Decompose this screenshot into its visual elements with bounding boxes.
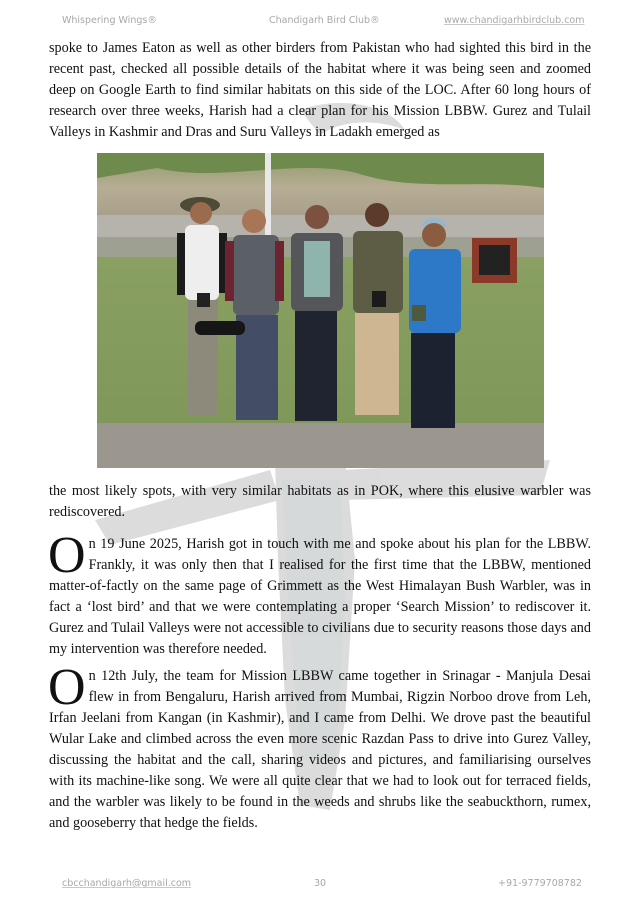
footer-phone: +91-9779708782 — [498, 878, 582, 889]
team-photo — [97, 153, 544, 468]
footer-email-link[interactable]: cbcchandigarh@gmail.com — [62, 878, 192, 889]
page-footer — [0, 878, 640, 892]
paragraph-3-text: n 12th July, the team for Mission LBBW came together in Srinagar - Manjula Desai flew in from Bengaluru, Harish arrived from Mumbai, Rigzin Norboo drove from Leh, Irfan Jeelani from Kangan (in Kashmir), and I came from Delhi. We drove past the beautiful Wular Lake and climbed across the even more scenic Razdan Pass to drive into Gurez Valley, discussing the habitat and the call, sharing videos and pictures, and familiarising ourselves with its machine-like song. We were all quite clear that we had to look out for terraced fields, and the warbler was likely to be found in the weeds and shrubs like the seabuckthorn, rumex, and gooseberry that hedge the fields. — [49, 668, 591, 831]
page-header — [0, 15, 640, 29]
header-website-link[interactable]: www.chandigarhbirdclub.com — [444, 15, 585, 26]
paragraph-2-text: n 19 June 2025, Harish got in touch with me and spoke about his plan for the LBBW. Frankly, it was only then that I realised for the first time that the LBBW, mentioned matter-of-factly on the same page of Grimmett as the West Himalayan Bush Warbler, was in fact a ‘lost bird’ and that we were contemplating a proper ‘Search Mission’ to rediscover it. Gurez and Tulail Valleys were not accessible to civilians due to security reasons those days and my intervention was therefore needed. — [49, 536, 591, 657]
page-number: 30 — [314, 878, 327, 889]
dropcap-letter: O — [48, 659, 86, 716]
paragraph-2 — [48, 527, 591, 660]
paragraph-3 — [48, 659, 591, 834]
paragraph-1: spoke to James Eaton as well as other birders from Pakistan who had sighted this bird in the recent past, checked all possible details of the habitat where it was being seen and zoomed deep on Google Earth to find similar habitats on this side of the LOC. After 60 long hours of research over three weeks, Harish had a clear plan for his Mission LBBW. Gurez and Tulail Valleys in Kashmir and Dras and Suru Valleys in Ladakh emerged as — [49, 40, 591, 140]
team-photo-image — [97, 153, 544, 468]
header-club-name: Chandigarh Bird Club® — [269, 15, 380, 26]
dropcap-letter: O — [48, 527, 86, 584]
paragraph-1-continued: the most likely spots, with very similar habitats as in POK, where this elusive warbler was rediscovered. — [49, 483, 591, 520]
header-magazine-title: Whispering Wings® — [62, 15, 157, 26]
